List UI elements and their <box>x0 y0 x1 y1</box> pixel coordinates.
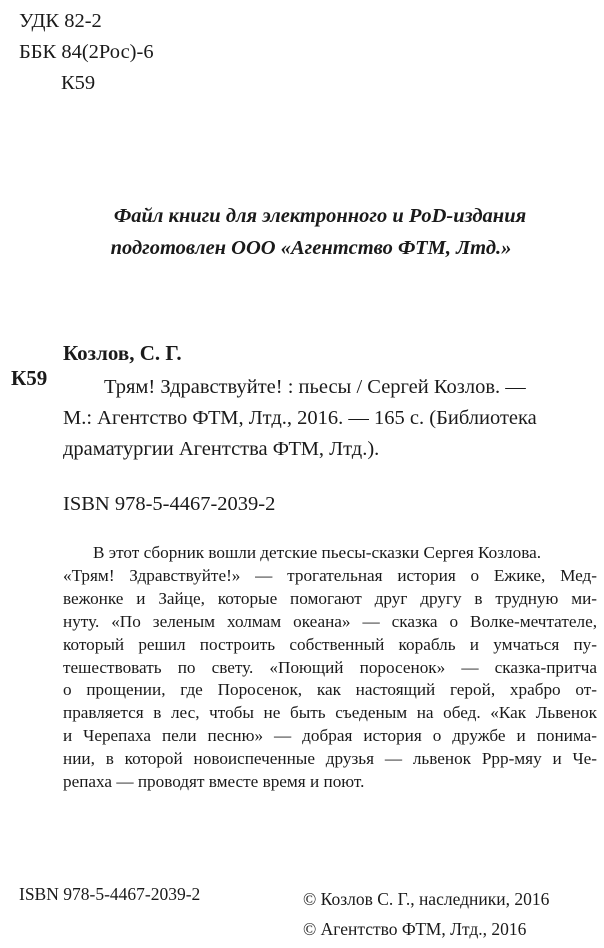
notice-line-2: подготовлен ООО «Агентство ФТМ, Лтд.» <box>110 237 512 259</box>
copyright-publisher: © Агентство ФТМ, Лтд., 2016 <box>303 919 527 939</box>
author-sign-margin: К59 <box>11 366 48 390</box>
author-sign: К59 <box>61 72 96 94</box>
annotation-line: В этот сборник вошли детские пьесы-сказки Сергея Козлова. <box>93 543 542 562</box>
annotation-line: вежонке и Зайце, которые помогают друг другу в трудную ми- <box>63 588 597 608</box>
bbk-code: ББК 84(2Рос)-6 <box>19 41 154 63</box>
biblio-line: драматургии Агентства ФТМ, Лтд.). <box>63 438 380 460</box>
biblio-line: Трям! Здравствуйте! : пьесы / Сергей Козлов. — <box>104 376 526 398</box>
annotation-line: «Трям! Здравствуйте!» — трогательная история о Ежике, Мед- <box>63 565 597 585</box>
annotation-line: и Черепаха пели песню» — добрая история о дружбе и понима- <box>63 726 597 746</box>
classification-codes <box>19 6 154 99</box>
biblio-line: М.: Агентство ФТМ, Лтд., 2016. — 165 с. (Библиотека <box>63 407 537 429</box>
annotation-line: тешествовать по свету. «Поющий поросенок» — сказка-притча <box>63 657 597 677</box>
annotation <box>63 542 597 794</box>
bibliographic-description <box>63 372 537 465</box>
udk-code: УДК 82-2 <box>19 10 102 32</box>
footer-isbn: ISBN 978-5-4467-2039-2 <box>19 884 201 904</box>
copyright-block <box>303 884 549 944</box>
copyright-author: © Козлов С. Г., наследники, 2016 <box>303 889 550 909</box>
publisher-notice <box>0 200 604 264</box>
annotation-line: репаха — проводят вместе время и поют. <box>63 772 365 792</box>
notice-line-1: Файл книги для электронного и PoD-издания <box>113 205 527 227</box>
annotation-line: правляется в лес, чтобы не быть съеденым на обед. «Как Львенок <box>63 703 597 723</box>
author-heading: Козлов, С. Г. <box>63 341 182 365</box>
annotation-line: который решил построить собственный корабль и умчаться пу- <box>63 634 597 654</box>
annotation-line: нии, в которой новоиспеченные друзья — львенок Ррр-мяу и Че- <box>63 749 597 769</box>
annotation-line: нуту. «По зеленым холмам океана» — сказка о Волке-мечтателе, <box>63 611 597 631</box>
annotation-line: о прощении, где Поросенок, как настоящий герой, храбро от- <box>63 680 597 700</box>
isbn: ISBN 978-5-4467-2039-2 <box>63 493 276 515</box>
